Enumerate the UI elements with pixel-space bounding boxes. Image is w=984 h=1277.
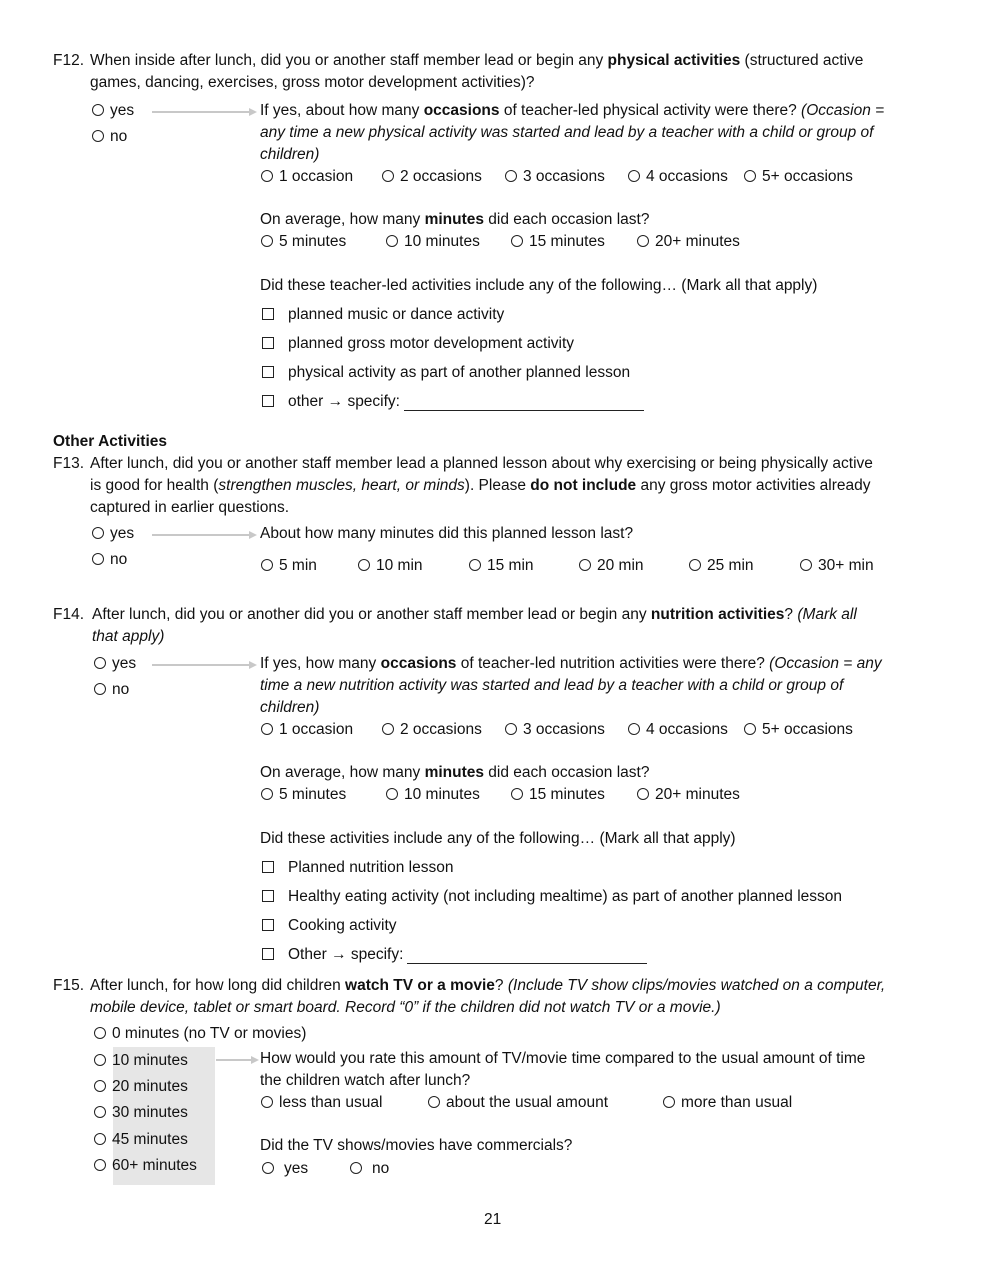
f12-minutes-option[interactable]: 10 minutes xyxy=(386,233,480,251)
f14-number: F14. xyxy=(53,606,85,623)
radio-circle-icon xyxy=(94,1106,106,1118)
radio-circle-icon xyxy=(94,1027,106,1039)
f15-rate-option[interactable]: less than usual xyxy=(261,1094,382,1112)
radio-circle-icon xyxy=(505,170,517,182)
radio-circle-icon xyxy=(800,559,812,571)
f12-occasion-option[interactable]: 3 occasions xyxy=(505,168,605,186)
f15-commercials-no-option[interactable]: no xyxy=(350,1160,389,1178)
radio-circle-icon xyxy=(382,723,394,735)
radio-circle-icon xyxy=(261,235,273,247)
f12-occasions-question-line1: If yes, about how many occasions of teacher-led physical activity were there? (Occasion = xyxy=(260,102,885,119)
radio-circle-icon xyxy=(262,1162,274,1174)
radio-circle-icon xyxy=(350,1162,362,1174)
f12-occasion-option[interactable]: 4 occasions xyxy=(628,168,728,186)
arrow-right-icon xyxy=(152,664,250,666)
f14-occasion-option[interactable]: 5+ occasions xyxy=(744,721,853,739)
f12-yes-option[interactable]: yes xyxy=(92,102,134,120)
f14-no-option[interactable]: no xyxy=(94,681,129,699)
checkbox-icon xyxy=(262,890,274,902)
f12-other-specify-field[interactable] xyxy=(404,396,644,411)
f13-minutes-option[interactable]: 30+ min xyxy=(800,557,874,575)
radio-circle-icon xyxy=(261,788,273,800)
f15-number: F15. xyxy=(53,977,85,994)
arrow-right-icon xyxy=(152,534,250,536)
f14-occasions-question-line3: children) xyxy=(260,699,320,716)
f14-minutes-option[interactable]: 15 minutes xyxy=(511,786,605,804)
page-number: 21 xyxy=(484,1211,502,1228)
radio-circle-icon xyxy=(637,235,649,247)
f14-occasion-option[interactable]: 1 occasion xyxy=(261,721,353,739)
f14-include-question: Did these activities include any of the following… (Mark all that apply) xyxy=(260,830,736,847)
f14-minutes-option[interactable]: 5 minutes xyxy=(261,786,346,804)
f12-include-checkbox[interactable]: planned gross motor development activity xyxy=(262,335,574,353)
f12-minutes-option[interactable]: 20+ minutes xyxy=(637,233,740,251)
f15-duration-option[interactable]: 30 minutes xyxy=(94,1104,188,1122)
radio-circle-icon xyxy=(511,788,523,800)
radio-circle-icon xyxy=(94,1054,106,1066)
radio-circle-icon xyxy=(637,788,649,800)
f13-minutes-option[interactable]: 25 min xyxy=(689,557,754,575)
f14-minutes-option[interactable]: 20+ minutes xyxy=(637,786,740,804)
f14-question-line1: After lunch, did you or another did you or another staff member lead or begin any nutrition activities? (Mark all xyxy=(92,606,857,623)
f12-question-line2: games, dancing, exercises, gross motor development activities)? xyxy=(90,74,535,91)
f15-rate-question-line1: How would you rate this amount of TV/movie time compared to the usual amount of time xyxy=(260,1050,866,1067)
radio-circle-icon xyxy=(261,559,273,571)
f14-question-line2: that apply) xyxy=(92,628,165,645)
f12-occasions-question-line2: any time a new physical activity was started and lead by a teacher with a child or group of xyxy=(260,124,874,141)
radio-circle-icon xyxy=(92,130,104,142)
radio-circle-icon xyxy=(261,1096,273,1108)
radio-circle-icon xyxy=(94,1133,106,1145)
f15-rate-option[interactable]: about the usual amount xyxy=(428,1094,608,1112)
checkbox-icon xyxy=(262,337,274,349)
checkbox-icon xyxy=(262,366,274,378)
f12-include-checkbox[interactable]: physical activity as part of another planned lesson xyxy=(262,364,630,382)
radio-circle-icon xyxy=(579,559,591,571)
f13-minutes-option[interactable]: 20 min xyxy=(579,557,644,575)
f13-question-line3: captured in earlier questions. xyxy=(90,499,290,516)
radio-circle-icon xyxy=(505,723,517,735)
f15-duration-option[interactable]: 10 minutes xyxy=(94,1052,188,1070)
checkbox-icon xyxy=(262,308,274,320)
f15-rate-question-line2: the children watch after lunch? xyxy=(260,1072,471,1089)
f15-commercials-yes-option[interactable]: yes xyxy=(262,1160,308,1178)
f13-minutes-option[interactable]: 15 min xyxy=(469,557,534,575)
f12-minutes-option[interactable]: 15 minutes xyxy=(511,233,605,251)
radio-circle-icon xyxy=(261,723,273,735)
f12-occasion-option[interactable]: 2 occasions xyxy=(382,168,482,186)
checkbox-icon xyxy=(262,948,274,960)
f12-occasion-option[interactable]: 5+ occasions xyxy=(744,168,853,186)
radio-circle-icon xyxy=(92,553,104,565)
arrow-right-icon xyxy=(152,111,250,113)
f14-occasions-question-line1: If yes, how many occasions of teacher-led nutrition activities were there? (Occasion = any xyxy=(260,655,882,672)
checkbox-icon xyxy=(262,861,274,873)
f12-include-checkbox-other[interactable]: other → specify: xyxy=(262,393,644,411)
radio-circle-icon xyxy=(94,1159,106,1171)
f12-minutes-question: On average, how many minutes did each occasion last? xyxy=(260,211,650,228)
f14-yes-option[interactable]: yes xyxy=(94,655,136,673)
f14-minutes-option[interactable]: 10 minutes xyxy=(386,786,480,804)
checkbox-icon xyxy=(262,395,274,407)
f14-minutes-question: On average, how many minutes did each occasion last? xyxy=(260,764,650,781)
radio-circle-icon xyxy=(744,723,756,735)
f13-minutes-option[interactable]: 5 min xyxy=(261,557,317,575)
f15-question-line2: mobile device, tablet or smart board. Record “0” if the children did not watch TV or a movie.) xyxy=(90,999,721,1016)
checkbox-icon xyxy=(262,919,274,931)
f13-yes-option[interactable]: yes xyxy=(92,525,134,543)
section-heading-other-activities: Other Activities xyxy=(53,433,167,450)
f13-number: F13. xyxy=(53,455,85,472)
radio-circle-icon xyxy=(511,235,523,247)
f15-duration-option[interactable]: 20 minutes xyxy=(94,1078,188,1096)
f12-include-checkbox[interactable]: planned music or dance activity xyxy=(262,306,504,324)
f14-include-checkbox-other[interactable]: Other → specify: xyxy=(262,946,647,964)
f12-question-line1: When inside after lunch, did you or another staff member lead or begin any physical activities (structured active xyxy=(90,52,864,69)
f14-include-checkbox[interactable]: Healthy eating activity (not including mealtime) as part of another planned lesson xyxy=(262,888,842,906)
radio-circle-icon xyxy=(628,170,640,182)
f14-occasion-option[interactable]: 3 occasions xyxy=(505,721,605,739)
radio-circle-icon xyxy=(386,788,398,800)
f15-duration-option[interactable]: 0 minutes (no TV or movies) xyxy=(94,1025,306,1043)
f14-occasion-option[interactable]: 4 occasions xyxy=(628,721,728,739)
radio-circle-icon xyxy=(94,1080,106,1092)
radio-circle-icon xyxy=(92,104,104,116)
radio-circle-icon xyxy=(261,170,273,182)
radio-circle-icon xyxy=(428,1096,440,1108)
f15-duration-option[interactable]: 60+ minutes xyxy=(94,1157,197,1175)
f15-question-line1: After lunch, for how long did children watch TV or a movie? (Include TV show clips/movies watched on a computer, xyxy=(90,977,886,994)
radio-circle-icon xyxy=(628,723,640,735)
f12-minutes-option[interactable]: 5 minutes xyxy=(261,233,346,251)
f14-other-specify-field[interactable] xyxy=(407,949,647,964)
radio-circle-icon xyxy=(663,1096,675,1108)
f12-number: F12. xyxy=(53,52,85,69)
f12-occasions-question-line3: children) xyxy=(260,146,320,163)
f14-include-checkbox[interactable]: Cooking activity xyxy=(262,917,397,935)
radio-circle-icon xyxy=(386,235,398,247)
radio-circle-icon xyxy=(94,657,106,669)
f13-question-line2: is good for health (strengthen muscles, heart, or minds). Please do not include any gross motor activities already xyxy=(90,477,871,494)
f12-no-option[interactable]: no xyxy=(92,128,127,146)
f13-minutes-question: About how many minutes did this planned lesson last? xyxy=(260,525,634,542)
f13-minutes-option[interactable]: 10 min xyxy=(358,557,423,575)
radio-circle-icon xyxy=(469,559,481,571)
radio-circle-icon xyxy=(92,527,104,539)
f15-rate-option[interactable]: more than usual xyxy=(663,1094,792,1112)
f14-include-checkbox[interactable]: Planned nutrition lesson xyxy=(262,859,453,877)
f14-occasions-question-line2: time a new nutrition activity was started and lead by a teacher with a child or group of xyxy=(260,677,844,694)
f12-occasion-option[interactable]: 1 occasion xyxy=(261,168,353,186)
f12-include-question: Did these teacher-led activities include any of the following… (Mark all that apply) xyxy=(260,277,818,294)
radio-circle-icon xyxy=(358,559,370,571)
f13-question-line1: After lunch, did you or another staff member lead a planned lesson about why exercising or being physically active xyxy=(90,455,873,472)
radio-circle-icon xyxy=(689,559,701,571)
f15-duration-option[interactable]: 45 minutes xyxy=(94,1131,188,1149)
radio-circle-icon xyxy=(382,170,394,182)
radio-circle-icon xyxy=(94,683,106,695)
f15-commercials-question: Did the TV shows/movies have commercials? xyxy=(260,1137,573,1154)
radio-circle-icon xyxy=(744,170,756,182)
f13-no-option[interactable]: no xyxy=(92,551,127,569)
arrow-right-icon xyxy=(216,1059,252,1061)
f14-occasion-option[interactable]: 2 occasions xyxy=(382,721,482,739)
